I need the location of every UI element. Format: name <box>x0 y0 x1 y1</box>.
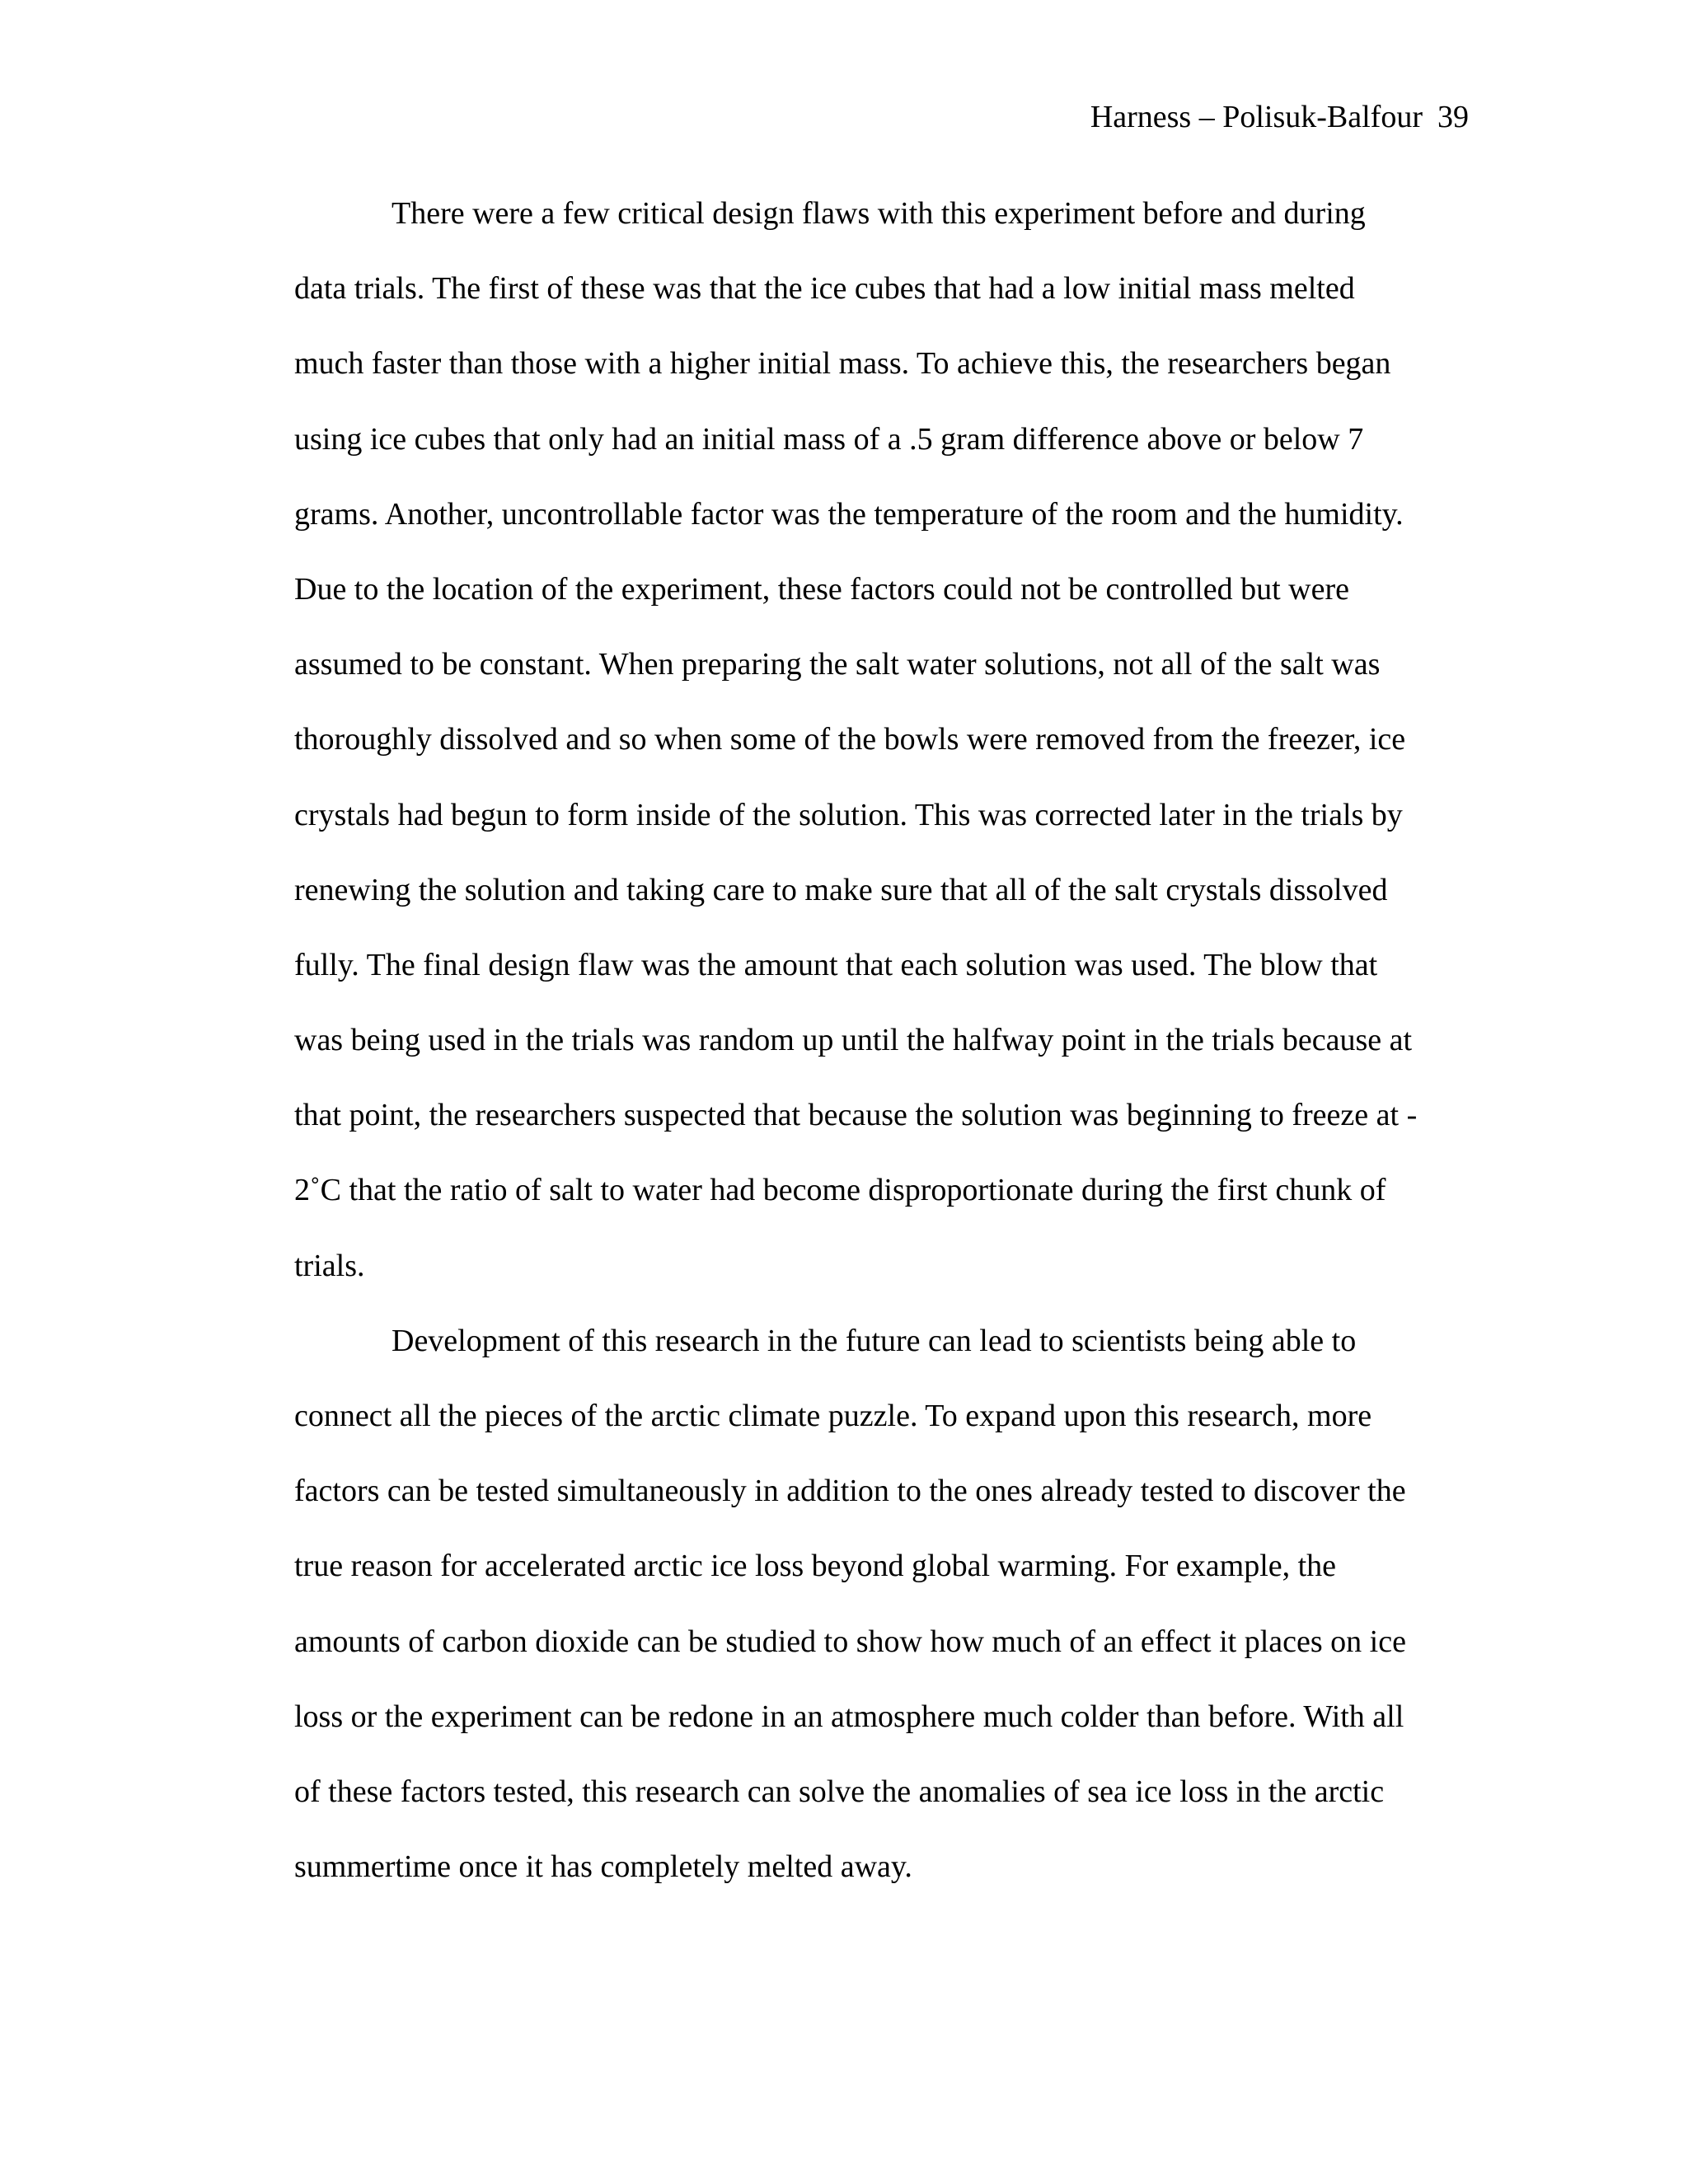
paragraph-future-development <box>294 1321 1473 1923</box>
text-line: data trials. The first of these was that the ice cubes that had a low initial mass melted <box>294 271 1355 307</box>
text-line: trials. <box>294 1248 365 1283</box>
page-number: 39 <box>1437 100 1469 134</box>
text-line: much faster than those with a higher initial mass. To achieve this, the researchers began <box>294 346 1391 382</box>
text-line: was being used in the trials was random up until the halfway point in the trials because at <box>294 1023 1413 1058</box>
text-line: assumed to be constant. When preparing the salt water solutions, not all of the salt was <box>294 647 1381 682</box>
text-line: 2˚C that the ratio of salt to water had become disproportionate during the first chunk of <box>294 1173 1386 1208</box>
text-line: factors can be tested simultaneously in addition to the ones already tested to discover the <box>294 1474 1406 1509</box>
body-text <box>294 194 1473 1922</box>
text-line: Due to the location of the experiment, these factors could not be controlled but were <box>294 571 1349 607</box>
running-head-title: Harness – Polisuk-Balfour <box>1090 100 1423 134</box>
text-line: loss or the experiment can be redone in an atmosphere much colder than before. With all <box>294 1699 1404 1734</box>
running-head <box>1090 97 1469 137</box>
text-line: renewing the solution and taking care to make sure that all of the salt crystals dissolved <box>294 872 1388 907</box>
text-line: of these factors tested, this research can solve the anomalies of sea ice loss in the arctic <box>294 1774 1385 1809</box>
text-line: amounts of carbon dioxide can be studied to show how much of an effect it places on ice <box>294 1624 1406 1659</box>
text-line: fully. The final design flaw was the amount that each solution was used. The blow that <box>294 947 1378 982</box>
text-line: true reason for accelerated arctic ice loss beyond global warming. For example, the <box>294 1549 1337 1584</box>
text-line: Development of this research in the future can lead to scientists being able to <box>392 1323 1357 1358</box>
text-line: that point, the researchers suspected that because the solution was beginning to freeze at - <box>294 1098 1418 1133</box>
text-line: summertime once it has completely melted away. <box>294 1849 912 1885</box>
text-line: thoroughly dissolved and so when some of the bowls were removed from the freezer, ice <box>294 722 1406 757</box>
text-line: using ice cubes that only had an initial mass of a .5 gram difference above or below 7 <box>294 421 1364 457</box>
paragraph-design-flaws <box>294 194 1473 1321</box>
text-line: grams. Another, uncontrollable factor was the temperature of the room and the humidity. <box>294 496 1404 532</box>
text-line: connect all the pieces of the arctic climate puzzle. To expand upon this research, more <box>294 1399 1372 1433</box>
text-line: There were a few critical design flaws with this experiment before and during <box>392 196 1366 231</box>
text-line: crystals had begun to form inside of the solution. This was corrected later in the trials by <box>294 797 1403 832</box>
